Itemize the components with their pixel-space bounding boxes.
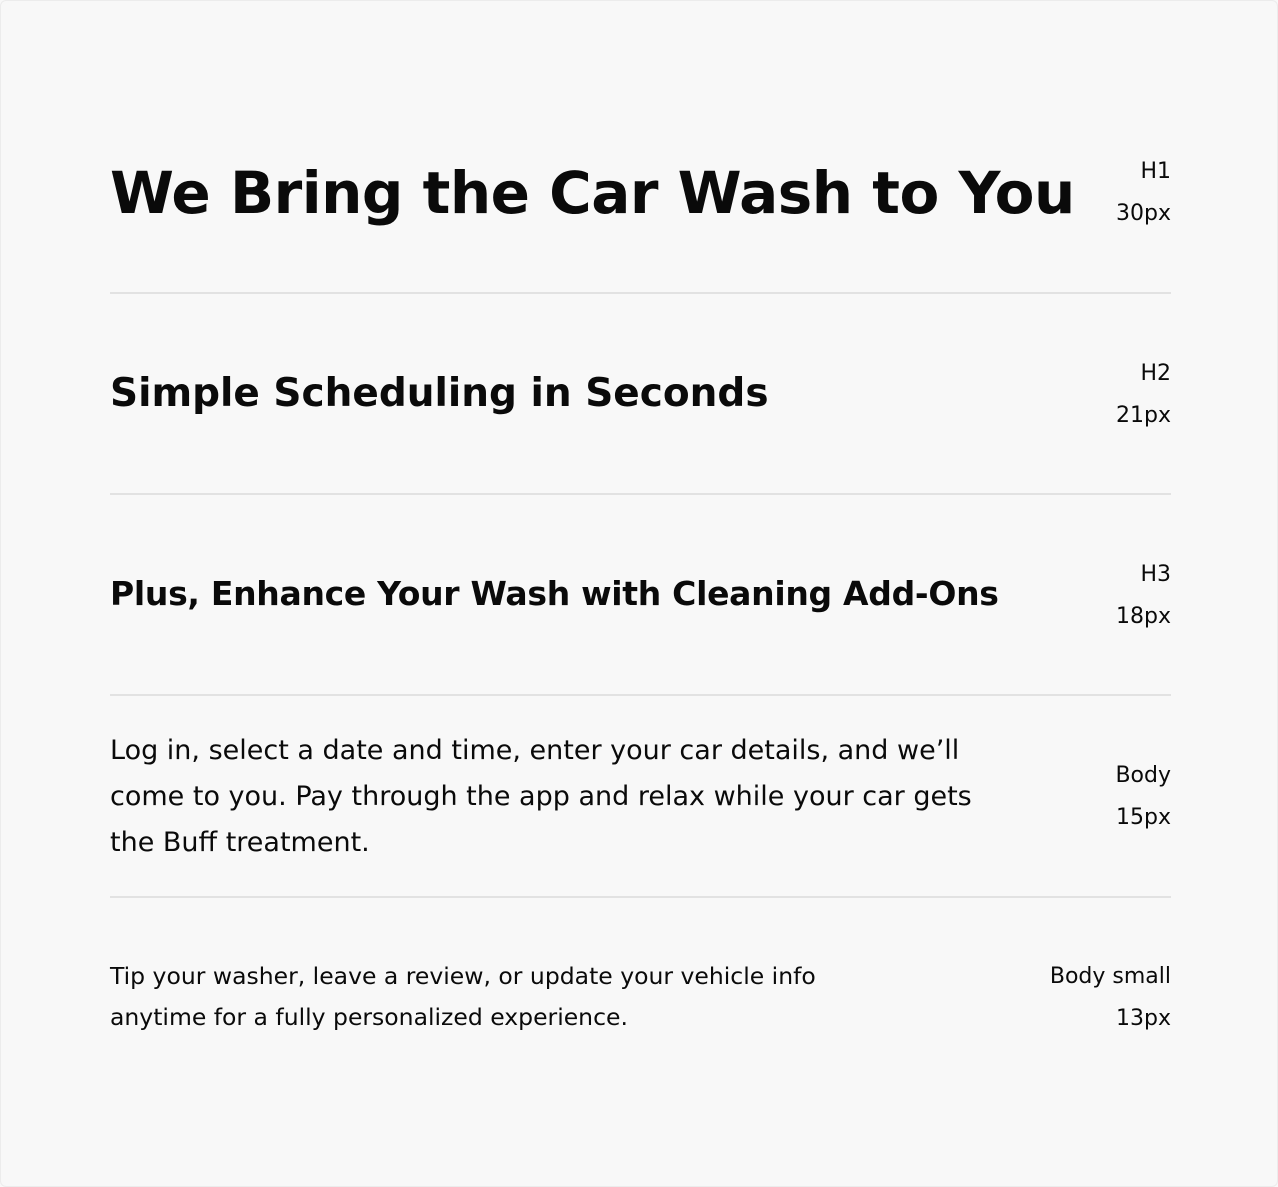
type-row-h3 xyxy=(110,554,1171,644)
h3-style-name: H3 xyxy=(1140,562,1171,587)
h2-style-size: 21px xyxy=(1116,403,1171,428)
body-style-size: 15px xyxy=(1116,805,1171,830)
body-small-spec xyxy=(1050,956,1171,1040)
type-row-h1 xyxy=(110,151,1171,241)
h2-style-name: H2 xyxy=(1140,361,1171,386)
body-sample-text: Log in, select a date and time, enter your car details, and we’ll come to you. Pay through the app and relax while your car gets the Buff treatment. xyxy=(110,735,972,858)
body-small-style-size: 13px xyxy=(1116,1006,1171,1031)
body-spec xyxy=(1115,755,1171,839)
h2-sample-text: Simple Scheduling in Seconds xyxy=(110,371,769,416)
h3-spec xyxy=(1116,554,1171,638)
body-style-name: Body xyxy=(1115,763,1171,788)
h3-sample-text: Plus, Enhance Your Wash with Cleaning Add-Ons xyxy=(110,574,999,613)
h1-style-size: 30px xyxy=(1116,201,1171,226)
h2-spec xyxy=(1116,353,1171,437)
type-row-h2 xyxy=(110,353,1171,443)
h3-style-size: 18px xyxy=(1116,604,1171,629)
divider xyxy=(110,493,1171,495)
body-small-sample-text: Tip your washer, leave a review, or update your vehicle info anytime for a fully personalized experience. xyxy=(110,962,816,1031)
type-row-body xyxy=(110,728,1171,868)
divider xyxy=(110,292,1171,294)
h1-sample-text: We Bring the Car Wash to You xyxy=(110,159,1075,227)
h1-style-name: H1 xyxy=(1140,159,1171,184)
divider xyxy=(110,694,1171,696)
h1-spec xyxy=(1116,151,1171,235)
type-row-body-small xyxy=(110,956,1171,1046)
divider xyxy=(110,896,1171,898)
body-small-style-name: Body small xyxy=(1049,964,1171,989)
